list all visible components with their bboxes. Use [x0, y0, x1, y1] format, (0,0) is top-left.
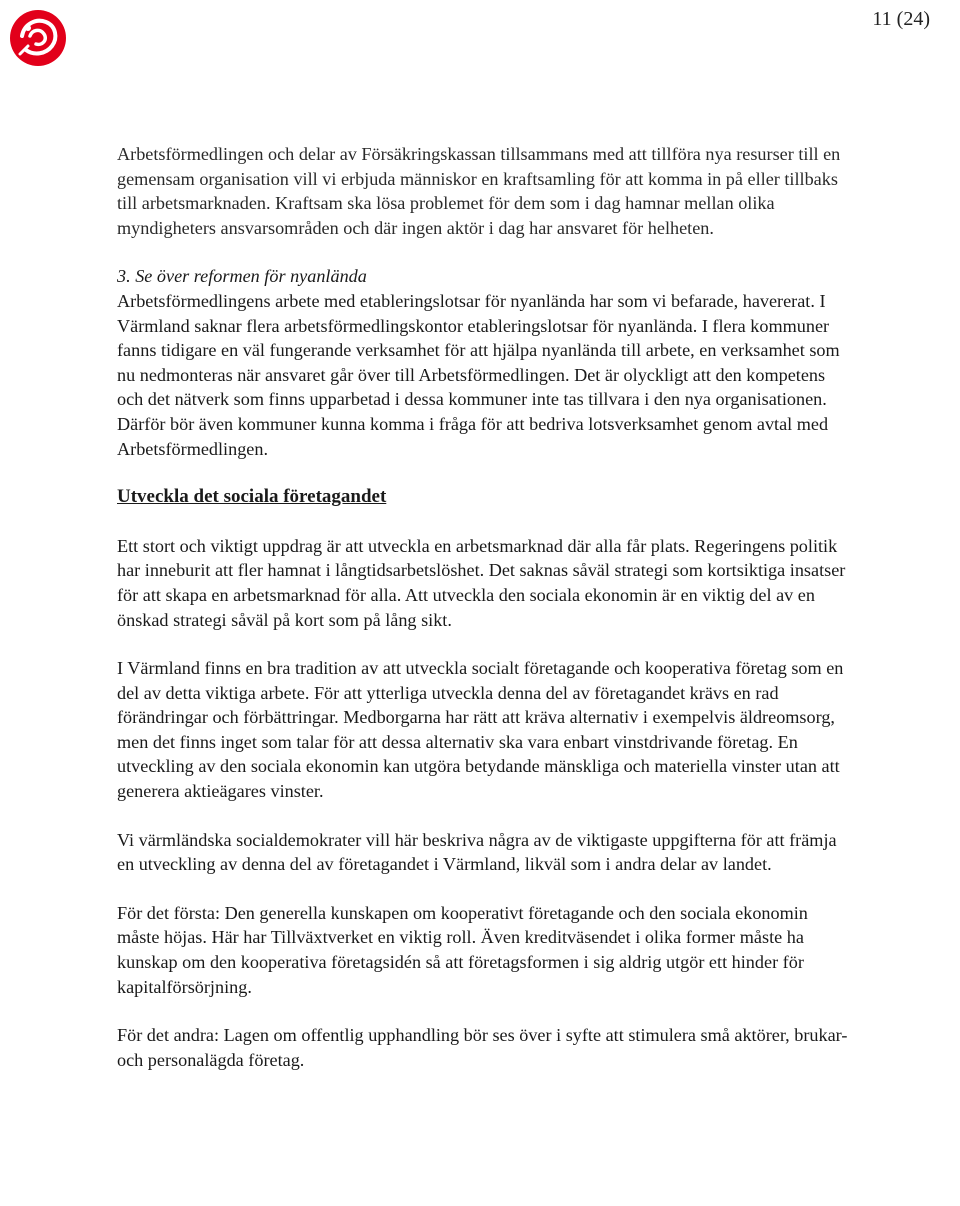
section-3-text: Arbetsförmedlingens arbete med etableringslotsar för nyanlända har som vi befarade, havererat. I Värmland saknar flera arbetsförmedlingskontor etableringslotsar för nyanlända. I flera kommuner fanns tidigare en väl fungerande verksamhet för att hjälpa nyanlända till arbete, en verksamhet som nu nedmonteras när ansvaret går över till Arbetsförmedlingen. Det är olyckligt att den kompetens och det nätverk som finns upparbetad i dessa kommuner inte tas tillvara i den nya organisationen. Därför bör även kommuner kunna komma i fråga för att bedriva lotsverksamhet genom avtal med Arbetsförmedlingen. [117, 290, 840, 459]
page-number: 11 (24) [872, 8, 930, 30]
paragraph-tasks-intro: Vi värmländska socialdemokrater vill här beskriva några av de viktigaste uppgifterna för att främja en utveckling av denna del av företagandet i Värmland, likväl som i andra delar av landet. [117, 829, 837, 875]
paragraph-labour-market: Ett stort och viktigt uppdrag är att utveckla en arbetsmarknad där alla får plats. Regeringens politik har inneburit att fler hamnat i långtidsarbetslöshet. Det saknas såväl strategi som kortsiktiga insatser för att skapa en arbetsmarknad för alla. Att utveckla den sociala ekonomin är en viktig del av en önskad strategi såväl på kort som på lång sikt. [117, 535, 846, 630]
paragraph-varmland-tradition: I Värmland finns en bra tradition av att utveckla socialt företagande och kooperativa företag som en del av detta viktiga arbete. För att ytterliga utveckla denna del av företagandet krävs en rad förändringar och förbättringar. Medborgarna har rätt att kräva alternativ i exempelvis äldreomsorg, men det finns inget som talar för att dessa alternativ ska vara enbart vinstdrivande företag. En utveckling av den sociala ekonomin kan utgöra betydande mänskliga och materiella vinster utan att generera aktieägares vinster. [117, 658, 844, 802]
paragraph-first-point: För det första: Den generella kunskapen om kooperativt företagande och den sociala ekonomin måste höjas. Här har Tillväxtverket en viktig roll. Även kreditväsendet i olika former måste ha kunskap om den kooperativa företagsidén så att företagsformen i sig aldrig utgör ett hinder för kapitalförsörjning. [117, 902, 808, 997]
paragraph-second-point: För det andra: Lagen om offentlig upphandling bör ses över i syfte att stimulera små aktörer, brukar- och personalägda företag. [117, 1025, 848, 1070]
rose-logo-icon [6, 6, 70, 70]
section-heading-social-enterprise: Utveckla det sociala företagandet [117, 486, 387, 508]
section-3 [117, 264, 852, 461]
paragraph-intro: Arbetsförmedlingen och delar av Försäkringskassan tillsammans med att tillföra nya resurser till en gemensam organisation vill vi erbjuda människor en kraftsamling för att komma in på eller tillbaks till arbetsmarknaden. Kraftsam ska lösa problemet för dem som i dag hamnar mellan olika myndigheters ansvarsområden och där ingen aktör i dag har ansvaret för helheten. [117, 144, 841, 238]
document-body [117, 142, 852, 1072]
section-3-heading: 3. Se över reformen för nyanlända [117, 266, 367, 287]
